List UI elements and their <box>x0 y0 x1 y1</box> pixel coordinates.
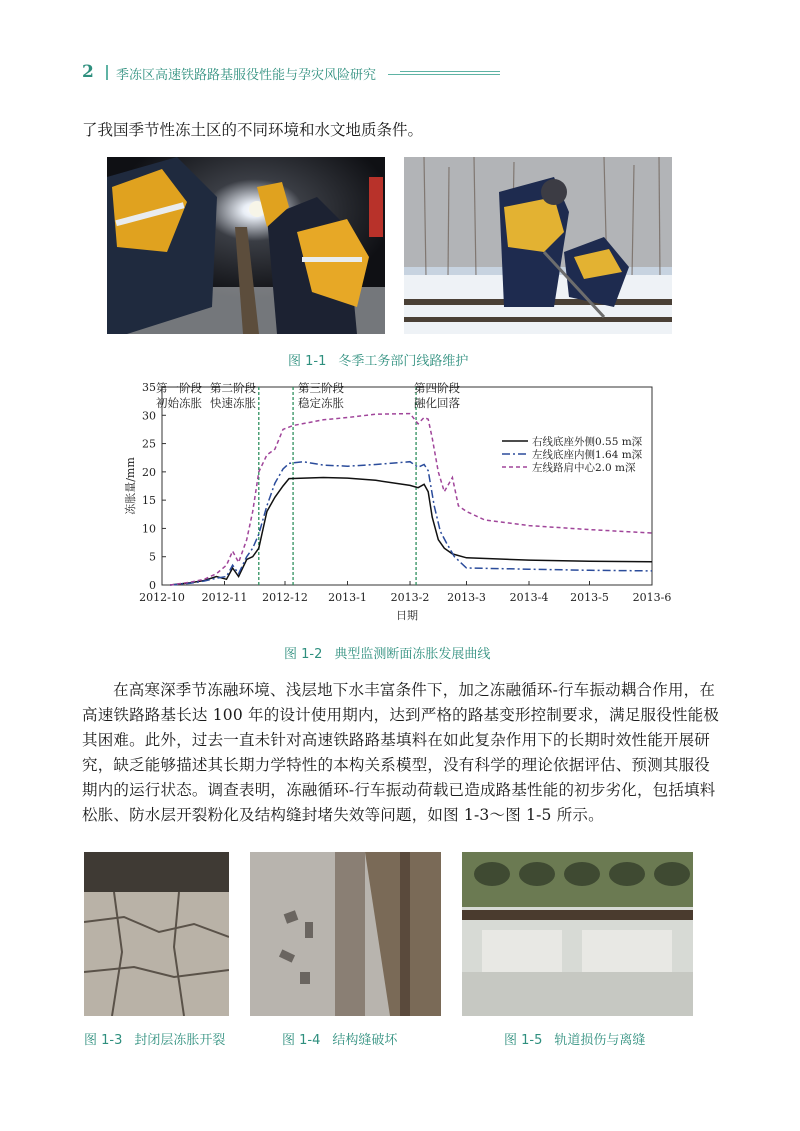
series-line <box>170 462 652 585</box>
figure-caption <box>504 1029 645 1048</box>
running-header <box>70 60 510 84</box>
figure-title: 冬季工务部门线路维护 <box>338 354 469 369</box>
header-rule <box>388 74 500 75</box>
figure-caption <box>84 1029 225 1048</box>
y-tick-label: 30 <box>142 409 156 423</box>
legend-label: 左线底座内侧1.64 m深 <box>532 449 643 461</box>
x-tick-label: 2013-1 <box>328 591 367 604</box>
y-tick-label: 5 <box>149 550 156 564</box>
figure-label: 图 1-2 <box>284 647 323 662</box>
figure-title: 结构缝破坏 <box>332 1033 398 1048</box>
snow-track-maintenance-photo <box>404 157 672 334</box>
y-tick-label: 15 <box>142 494 156 508</box>
y-tick-label: 10 <box>142 522 156 536</box>
figure-title: 轨道损伤与离缝 <box>554 1033 646 1048</box>
figure-label: 图 1-3 <box>84 1033 123 1048</box>
figure-caption <box>288 350 468 369</box>
x-tick-label: 2013-5 <box>570 591 609 604</box>
stage-label: 第三阶段 <box>298 381 344 395</box>
x-tick-label: 2012-10 <box>139 591 185 604</box>
figure-caption <box>282 1029 397 1048</box>
x-axis-label: 日期 <box>396 609 418 622</box>
stage-label: 快速冻胀 <box>210 396 256 410</box>
x-tick-label: 2013-4 <box>509 591 549 604</box>
stage-label: 第二阶段 <box>210 381 256 395</box>
header-separator <box>106 65 108 80</box>
body-paragraph: 了我国季节性冻土区的不同环境和水文地质条件。 <box>82 121 424 139</box>
book-title: 季冻区高速铁路路基服役性能与孕灾风险研究 <box>116 68 377 83</box>
figure-label: 图 1-1 <box>288 354 327 369</box>
y-axis-label: 冻胀量/mm <box>124 457 137 515</box>
cracked-sealing-layer-photo <box>84 852 229 1016</box>
x-tick-label: 2012-11 <box>201 591 248 604</box>
page-number: 2 <box>82 62 94 82</box>
stage-label: 稳定冻胀 <box>298 396 344 410</box>
stage-label: 初始冻胀 <box>156 396 202 410</box>
night-track-maintenance-photo <box>107 157 385 334</box>
frost-heave-chart <box>100 375 680 630</box>
figure-caption <box>284 643 490 662</box>
y-tick-label: 35 <box>142 381 156 394</box>
legend-label: 左线路肩中心2.0 m深 <box>532 462 636 474</box>
stage-label: 融化回落 <box>414 396 460 410</box>
x-tick-label: 2013-3 <box>447 591 486 604</box>
y-tick-label: 20 <box>142 465 156 479</box>
x-tick-label: 2013-6 <box>632 591 672 604</box>
track-damage-gap-photo <box>462 852 693 1016</box>
figure-title: 典型监测断面冻胀发展曲线 <box>334 647 491 662</box>
legend-label: 右线底座外侧0.55 m深 <box>532 436 643 448</box>
stage-label: 第一阶段 <box>156 381 202 395</box>
plot-frame <box>162 387 652 585</box>
figure-title: 封闭层冻胀开裂 <box>134 1033 226 1048</box>
x-tick-label: 2013-2 <box>390 591 430 604</box>
damaged-structural-joint-photo <box>250 852 441 1016</box>
y-tick-label: 25 <box>142 437 156 451</box>
x-tick-label: 2012-12 <box>262 591 308 604</box>
stage-label: 第四阶段 <box>414 381 460 395</box>
body-paragraph: 在高寒深季节冻融环境、浅层地下水丰富条件下，加之冻融循环-行车振动耦合作用，在高速铁路路基长达 100 年的设计使用期内，达到严格的路基变形控制要求，满足服役性能极其困难。此外，过去一直未针对高速铁路路基填料在如此复杂作用下的长期时效性能开展研究，缺乏能够描述其长期力学特性的本构关系模型，没有科学的理论依据评估、预测其服役期内的运行状态。调查表明，冻融循环-行车振动荷载已造成路基性能的初步劣化，包括填料松胀、防水层开裂粉化及结构缝封堵失效等问题，如图 1-3～图 1-5 所示。 <box>82 681 720 824</box>
series-line <box>170 478 652 586</box>
figure-label: 图 1-5 <box>504 1033 543 1048</box>
header-rule <box>400 71 500 72</box>
y-tick-label: 0 <box>149 579 156 592</box>
figure-label: 图 1-4 <box>282 1033 321 1048</box>
